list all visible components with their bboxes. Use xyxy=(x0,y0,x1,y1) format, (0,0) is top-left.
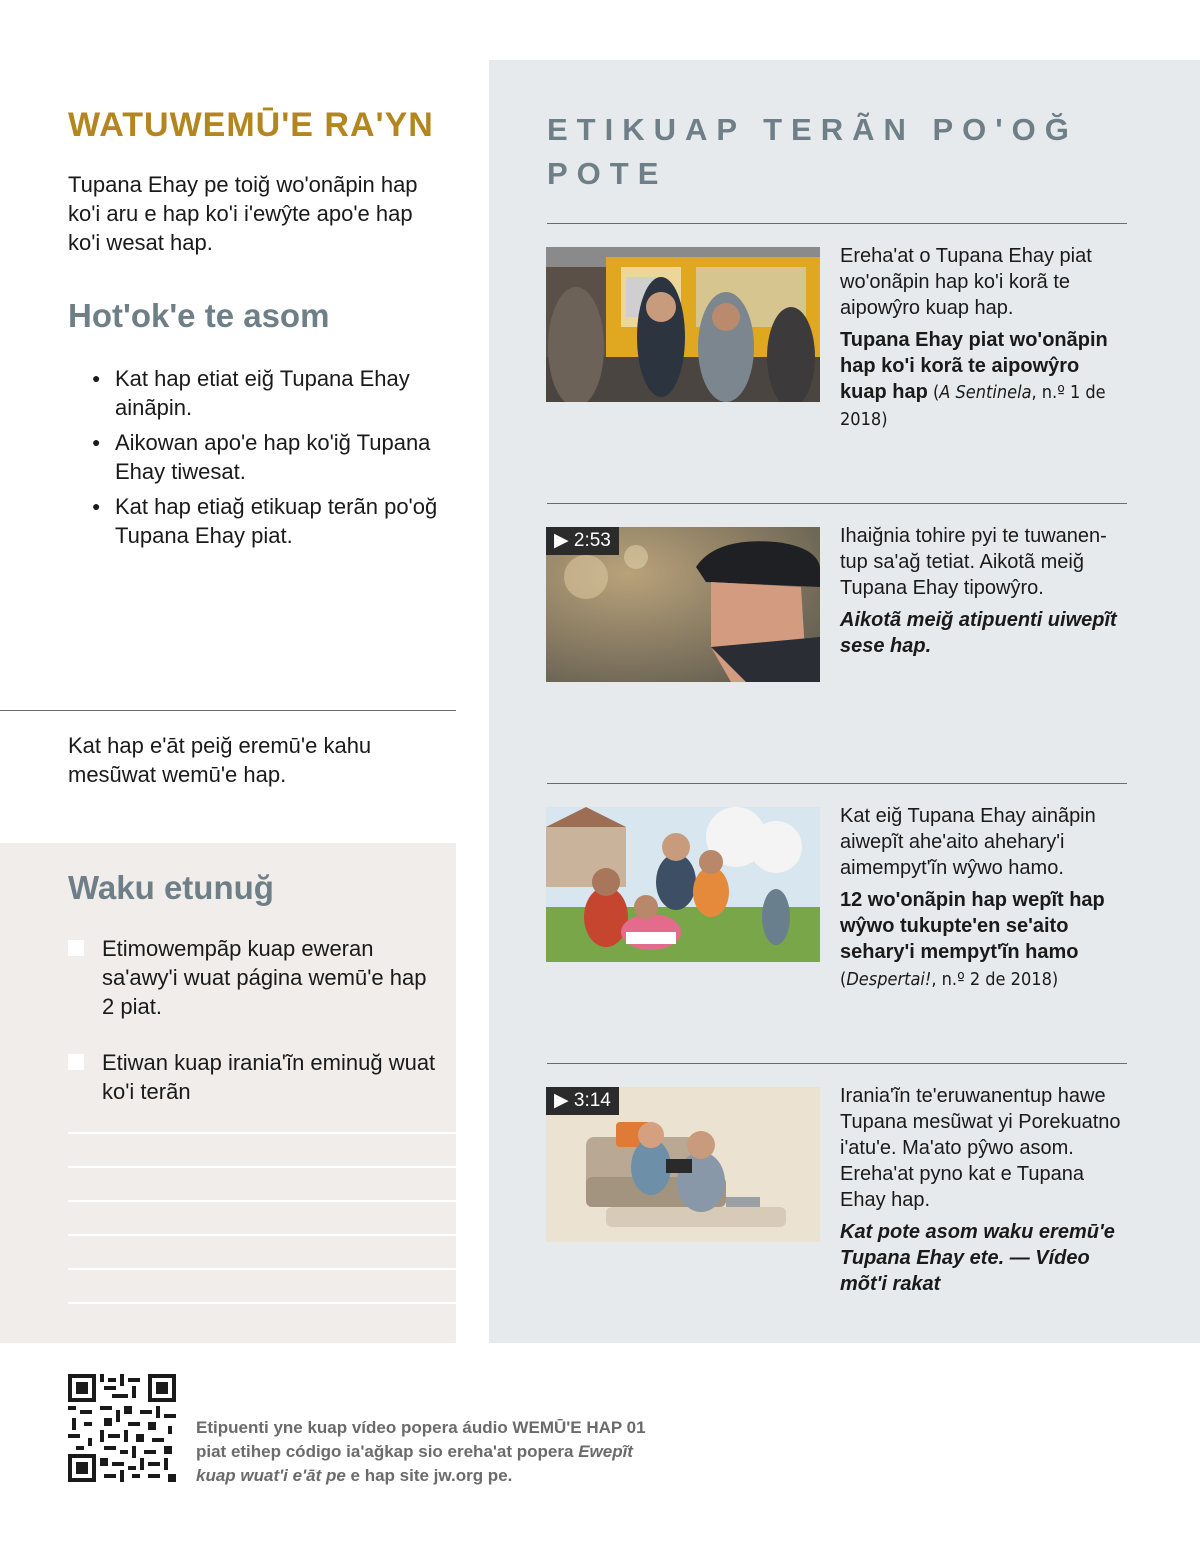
resource-text xyxy=(840,523,1130,659)
writing-line xyxy=(68,1132,456,1134)
video-duration-badge: ▶ 2:53 xyxy=(546,527,619,555)
video-duration-badge: ▶ 3:14 xyxy=(546,1087,619,1115)
resource-divider xyxy=(547,783,1127,784)
todo-item xyxy=(68,934,438,1021)
todo-title: Waku etunuğ xyxy=(68,869,274,906)
resource-link[interactable] xyxy=(840,887,1130,993)
resource-link[interactable]: Aikotã meiğ atipuenti uiwepĩt sese hap. xyxy=(840,609,1117,657)
summary-title: WATUWEMŪ'E RA'YN xyxy=(68,106,434,144)
resource-link-label[interactable]: Tupana Ehay piat wo'onãpin hap ko'i korã te aipowŷro kuap hap xyxy=(840,329,1108,403)
todo-item xyxy=(68,1048,438,1106)
resource-link[interactable] xyxy=(840,327,1130,433)
resource-description: Ereha'at o Tupana Ehay piat wo'onãpin hap ko'i korã te aipowŷro kuap hap. xyxy=(840,245,1092,319)
qr-code-icon[interactable] xyxy=(68,1374,176,1482)
couple-reading-photo-icon[interactable] xyxy=(546,1087,820,1242)
resource-divider xyxy=(547,1063,1127,1064)
writing-line xyxy=(68,1166,456,1168)
todo-item-label: Etiwan kuap irania'ĩn eminuğ wuat ko'i terãn xyxy=(102,1050,436,1104)
resource-divider xyxy=(547,223,1127,224)
todo-item-label: Etimowempãp kuap eweran sa'awy'i wuat página wemū'e hap 2 piat. xyxy=(102,936,427,1019)
next-lesson-text: Kat hap e'āt peiğ eremū'e kahu mesũwat wemū'e hap. xyxy=(68,733,372,787)
writing-line xyxy=(68,1302,456,1304)
questions-title: Hot'ok'e te asom xyxy=(68,297,330,334)
question-item: ● Aikowan apo'e hap ko'iğ Tupana Ehay tiwesat. xyxy=(92,428,442,486)
footer-instructions: Etipuenti yne kuap vídeo popera áudio WEMŪ'E HAP 01 piat etihep código ia'ağkap sio ereha'at popera Ewepĩt kuap wuat'i e'āt pe e hap site jw.org pe. xyxy=(196,1418,646,1485)
resource-source: (A Sentinela, n.º 1 de 2018) xyxy=(840,382,1106,430)
resource-description: Irania'ĩn te'eruwanentup hawe Tupana mesũwat yi Porekuatno i'atu'e. Ma'ato pŷwo asom. Ereha'at pyno kat e Tupana Ehay hap. xyxy=(840,1085,1121,1211)
man-in-cap-photo-icon[interactable] xyxy=(546,527,820,682)
resource-text xyxy=(840,1083,1130,1297)
resource-description: Kat eiğ Tupana Ehay ainãpin aiwepĩt ahe'aito ahehary'i aimempyt'ĩn wŷwo hamo. xyxy=(840,805,1096,879)
resource-link[interactable]: Kat pote asom waku eremū'e Tupana Ehay ete. — Vídeo mõt'i rakat xyxy=(840,1221,1115,1295)
section-divider xyxy=(0,710,456,711)
summary-text: Tupana Ehay pe toiğ wo'onãpin hap ko'i aru e hap ko'i i'ewŷte apo'e hap ko'i wesat hap. xyxy=(68,172,418,255)
resource-text xyxy=(840,243,1130,433)
questions-list xyxy=(92,364,442,556)
resource-link-label[interactable]: 12 wo'onãpin hap wepĩt hap wŷwo tukupte'en se'aito sehary'i mempyt'ĩn hamo xyxy=(840,889,1105,963)
family-outdoors-photo-icon[interactable] xyxy=(546,807,820,962)
train-station-photo-icon[interactable] xyxy=(546,247,820,402)
writing-line xyxy=(68,1234,456,1236)
resource-text xyxy=(840,803,1130,993)
writing-line xyxy=(68,1200,456,1202)
learn-more-title: ETIKUAP TERÃN PO'OĞ POTE xyxy=(547,112,1078,191)
checkbox[interactable] xyxy=(68,940,84,956)
question-item: ● Kat hap etiat eiğ Tupana Ehay ainãpin. xyxy=(92,364,442,422)
writing-line xyxy=(68,1268,456,1270)
resource-divider xyxy=(547,503,1127,504)
resource-description: Ihaiğnia tohire pyi te tuwanen-tup sa'ağ tetiat. Aikotã meiğ Tupana Ehay tipowŷro. xyxy=(840,525,1107,599)
checkbox[interactable] xyxy=(68,1054,84,1070)
question-item: ● Kat hap etiağ etikuap terãn po'oğ Tupana Ehay piat. xyxy=(92,492,442,550)
resource-source: (Despertai!, n.º 2 de 2018) xyxy=(840,969,1059,990)
